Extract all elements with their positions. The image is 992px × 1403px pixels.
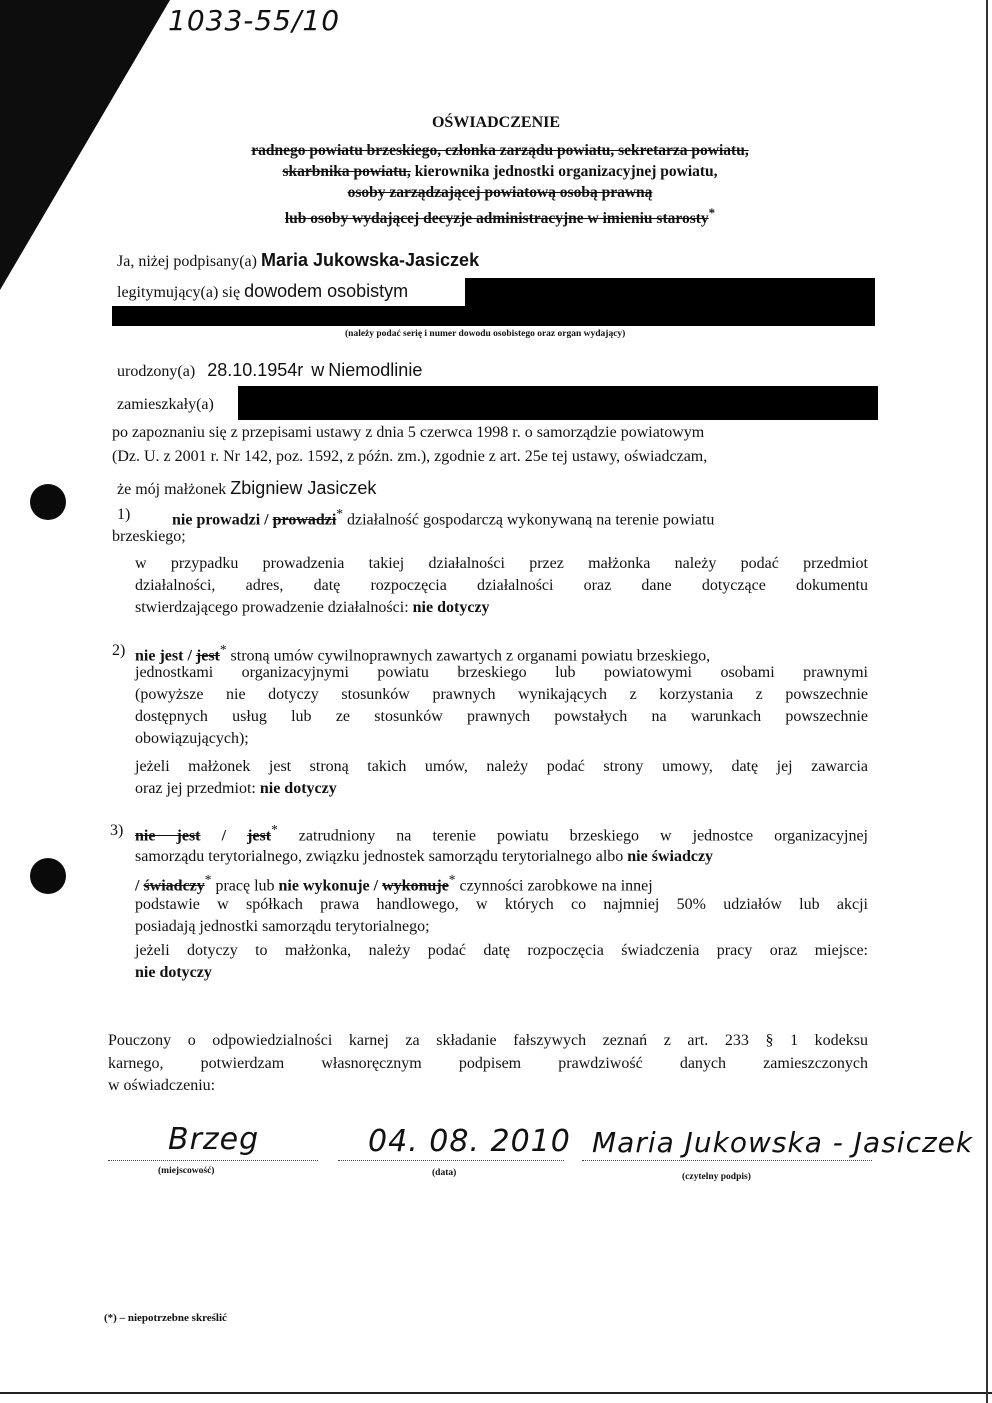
item3-slash-2: / [135, 877, 140, 895]
item1-number: 1) [117, 506, 131, 523]
item3-option-struck-1: nie jest [135, 827, 201, 845]
item1-note-2: działalności, adres, datę rozpoczęcia działalności oraz dane dotyczące dokumentu [135, 577, 868, 594]
header-line-2 [170, 163, 830, 181]
item3-slash: / [221, 827, 227, 845]
item3-text-2: samorządu terytorialnego, związku jednostek samorządu terytorialnego albo [135, 848, 624, 865]
item3-option-struck-4: wykonuje [382, 877, 449, 895]
item3-line-4: podstawie w spółkach prawa handlowego, w których co najmniej 50% udziałów lub akcji [135, 896, 868, 913]
place-caption: (miejscowość) [158, 1166, 215, 1176]
item3-text-4: czynności zarobkowe na innej [459, 877, 653, 895]
binder-hole-2 [30, 858, 66, 894]
declarant-name: Maria Jukowska-Jasiczek [260, 250, 480, 270]
document-title: OŚWIADCZENIE [431, 114, 561, 131]
handwritten-place: Brzeg [168, 1122, 260, 1157]
handwritten-date: 04. 08. 2010 [368, 1124, 571, 1159]
item3-mark-2: * [204, 872, 212, 887]
spouse-line [117, 478, 376, 499]
item2-line-5: obowiązujących); [135, 730, 249, 747]
item1-line-1 [172, 506, 857, 529]
reference-number: 1033-55/10 [168, 4, 341, 37]
item1-option-kept: nie prowadzi [172, 511, 261, 529]
item3-text-3: pracę lub [215, 877, 275, 895]
date-caption: (data) [432, 1168, 457, 1178]
id-caption: (należy podać serię i numer dowodu osobistego oraz organ wydający) [345, 329, 626, 339]
birth-place: Niemodlinie [328, 360, 423, 380]
header-line-2-kept: kierownika jednostki organizacyjnej powiatu, [414, 163, 718, 180]
item2-option-kept: nie jest [135, 647, 184, 665]
item3-mark-3: * [448, 872, 456, 887]
id-value: dowodem osobistym [244, 281, 409, 301]
item1-answer: nie dotyczy [412, 599, 490, 616]
birth-line [117, 360, 422, 381]
header-line-4 [170, 205, 830, 228]
item3-option-struck-3: świadczy [143, 877, 205, 895]
declarant-line [117, 250, 479, 271]
scan-dark-corner [0, 0, 170, 290]
item2-option-struck: jest [195, 647, 220, 665]
item2-line-7 [135, 780, 337, 798]
item1-line-2: brzeskiego; [112, 528, 186, 545]
closing-line-3: w oświadczeniu: [108, 1077, 216, 1094]
item2-line-1 [135, 642, 868, 665]
item2-line-4: dostępnych usług lub ze stosunków prawnych powstałych na warunkach powszechnie [135, 708, 868, 725]
item3-number: 3) [110, 822, 124, 839]
item1-slash: / [264, 511, 269, 529]
item1-note-3-text: stwierdzającego prowadzenie działalności: [135, 599, 409, 616]
item3-slash-3: / [373, 877, 379, 895]
spouse-name: Zbigniew Jasiczek [230, 478, 377, 498]
id-label: legitymujący(a) się [117, 284, 241, 301]
scan-bottom-edge [0, 1392, 992, 1394]
item3-line-5: posiadają jednostki samorządu terytorialnego; [135, 918, 430, 935]
item1-text: działalność gospodarczą wykonywaną na terenie powiatu [347, 511, 715, 529]
item1-note-1: w przypadku prowadzenia takiej działalności przez małżonka należy podać przedmiot [135, 555, 868, 572]
item3-option-kept-2: nie wykonuje [278, 877, 370, 895]
item2-line-6: jeżeli małżonek jest stroną takich umów, należy podać strony umowy, datę jej zawarcia [135, 758, 868, 775]
date-dotted-line [338, 1160, 564, 1161]
residence-label: zamieszkały(a) [117, 396, 214, 413]
item3-text-1: zatrudniony na terenie powiatu brzeskiego w jednostce organizacyjnej [298, 827, 868, 845]
item3-option-kept-1: nie świadczy [627, 848, 714, 865]
item2-mark: * [219, 642, 227, 657]
place-dotted-line [108, 1160, 318, 1161]
item2-line-2: jednostkami organizacyjnymi powiatu brzeskiego lub powiatowymi osobami prawnymi [135, 664, 868, 681]
birth-date: 28.10.1954r [207, 360, 304, 380]
header-line-3: osoby zarządzającej powiatową osobą prawną [347, 184, 653, 201]
intro-line-1: po zapoznaniu się z przepisami ustawy z dnia 5 czerwca 1998 r. o samorządzie powiatowym [112, 424, 705, 441]
redacted-address [238, 386, 878, 420]
footnote: (*) – niepotrzebne skreślić [104, 1312, 227, 1324]
item3-line-1 [135, 822, 868, 845]
header-line-4-struck: lub osoby wydającej decyzje administracyjne w imieniu starosty [284, 210, 709, 228]
declarant-label: Ja, niżej podpisany(a) [117, 253, 257, 270]
handwritten-signature: Maria Jukowska - Jasiczek [592, 1126, 974, 1159]
item1-option-struck: prowadzi [272, 511, 337, 529]
item2-text: stroną umów cywilnoprawnych zawartych z organami powiatu brzeskiego, [230, 647, 711, 665]
footnote-mark: * [708, 205, 716, 220]
birth-label: urodzony(a) [117, 363, 196, 380]
id-line [117, 281, 408, 302]
closing-line-2: karnego, potwierdzam własnoręcznym podpisem prawdziwość danych zamieszczonych [108, 1055, 868, 1072]
item1-note-3 [135, 599, 490, 617]
redacted-id-issuer [112, 306, 875, 326]
signature-caption: (czytelny podpis) [682, 1172, 751, 1182]
intro-line-2: (Dz. U. z 2001 r. Nr 142, poz. 1592, z późn. zm.), zgodnie z art. 25e tej ustawy, oświadczam, [112, 448, 708, 465]
redacted-id-number [465, 278, 875, 308]
item1-mark: * [336, 506, 343, 521]
item3-line-3 [135, 872, 868, 895]
item3-answer: nie dotyczy [135, 964, 212, 981]
item2-answer: nie dotyczy [259, 780, 337, 797]
item2-line-7-text: oraz jej przedmiot: [135, 780, 256, 797]
closing-line-1: Pouczony o odpowiedzialności karnej za składanie fałszywych zeznań z art. 233 § 1 kodeksu [108, 1032, 868, 1049]
item3-mark: * [271, 822, 278, 837]
spouse-label: że mój małżonek [117, 481, 227, 498]
scan-right-edge [986, 0, 988, 1403]
item3-option-struck-2: jest [247, 827, 272, 845]
binder-hole-1 [30, 484, 66, 520]
header-line-2-struck: skarbnika powiatu, [282, 163, 411, 180]
item2-slash: / [187, 647, 192, 665]
item3-line-6: jeżeli dotyczy to małżonka, należy podać datę rozpoczęcia świadczenia pracy oraz miejsce: [135, 942, 868, 959]
signature-dotted-line [582, 1160, 872, 1161]
item3-line-2 [135, 848, 868, 866]
birth-place-word: w [311, 360, 325, 380]
item2-line-3: (powyższe nie dotyczy stosunków prawnych wynikających z korzystania z powszechnie [135, 686, 868, 703]
item2-number: 2) [112, 642, 126, 659]
header-line-1: radnego powiatu brzeskiego, członka zarządu powiatu, sekretarza powiatu, [251, 142, 749, 159]
